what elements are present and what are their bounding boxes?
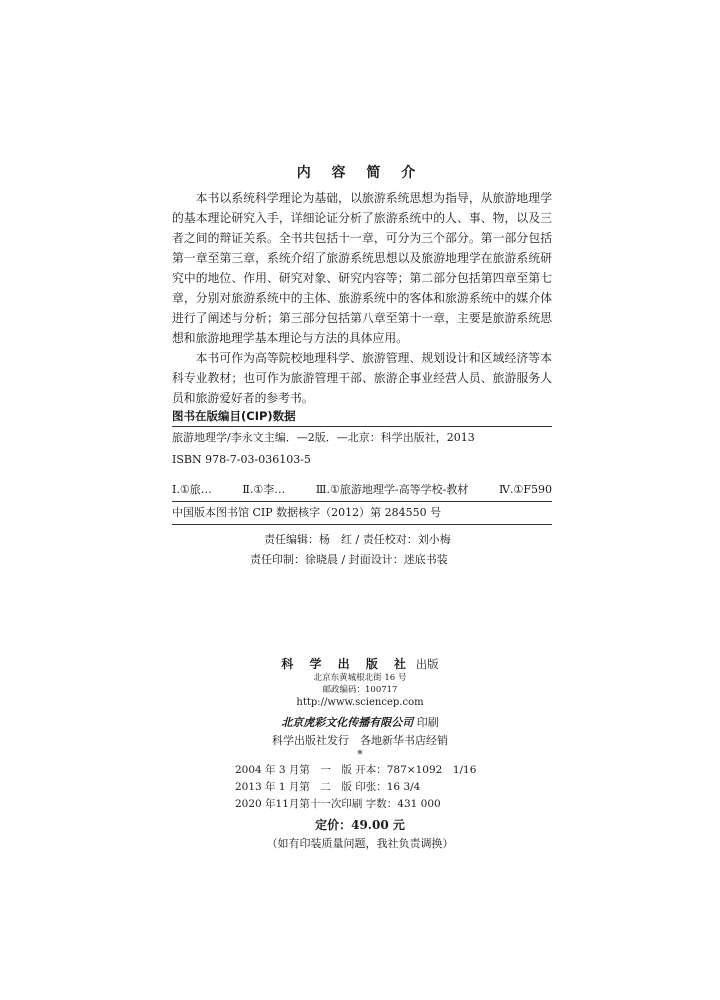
- edition-line: 2013 年 1 月第 二 版 印张：16 3/4: [235, 781, 421, 793]
- quality-note: （如有印装质量问题，我社负责调换）: [266, 837, 454, 850]
- summary-title: 内 容 简 介: [296, 165, 424, 181]
- summary-text: [172, 188, 552, 408]
- colophon: [0, 656, 720, 853]
- distribution-line: 科学出版社发行 各地新华书店经销: [272, 734, 448, 747]
- editors-credits: [172, 530, 552, 570]
- separator-star: *: [357, 748, 363, 761]
- cip-class-item: Ⅲ.①旅游地理学-高等学校-教材: [315, 483, 469, 496]
- edition-line: 2020 年11月第十一次印刷 字数：431 000: [235, 798, 441, 810]
- cip-classification: [172, 479, 552, 501]
- price: 定价：49.00 元: [315, 818, 405, 832]
- summary-paragraph: 本书以系统科学理论为基础，以旅游系统思想为指导，从旅游地理学的基本理论研究入手，详细论证分析了旅游系统中的人、事、物，以及三者之间的辩证关系。全书共包括十一章，可分为三个部分。第一部分包括第一章至第三章，系统介绍了旅游系统思想以及旅游地理学在旅游系统研究中的地位、作用、研究对象、研究内容等；第二部分包括第四章至第七章，分别对旅游系统中的主体、旅游系统中的客体和旅游系统中的媒介体进行了阐述与分析；第三部分包括第八章至第十一章，主要是旅游系统思想和旅游地理学基本理论与方法的具体应用。: [172, 191, 552, 345]
- printer-suffix: 印刷: [416, 716, 439, 729]
- publisher-address: 北京东黄城根北街 16 号: [313, 673, 407, 683]
- edition-line: 2004 年 3 月第 一 版 开本：787×1092 1/16: [235, 764, 477, 776]
- cip-data-box: [172, 426, 552, 525]
- printer-line: [0, 714, 720, 732]
- cip-heading: 图书在版编目(CIP)数据: [172, 409, 296, 423]
- cip-class-item: Ⅳ.①F590: [499, 483, 552, 496]
- printer-name: 北京虎彩文化传播有限公司: [281, 716, 414, 729]
- cip-class-item: Ⅱ.①李…: [242, 483, 286, 496]
- cip-verification: 中国版本图书馆 CIP 数据核字（2012）第 284550 号: [172, 501, 552, 524]
- cip-title-line: 旅游地理学/李永文主编．—2版．—北京：科学出版社，2013: [172, 431, 475, 444]
- publisher-line: [0, 656, 720, 672]
- cip-isbn: ISBN 978-7-03-036103-5: [172, 453, 311, 466]
- cip-class-item: Ⅰ.①旅…: [172, 483, 212, 496]
- publisher-url: http://www.sciencep.com: [296, 697, 424, 708]
- edition-info: [235, 762, 485, 813]
- publisher-postcode: 邮政编码：100717: [322, 685, 398, 695]
- editors-line-2: 责任印制：徐晓晨 / 封面设计：迷底书装: [250, 553, 448, 566]
- publisher-suffix: 出版: [415, 657, 439, 671]
- summary-paragraph: 本书可作为高等院校地理科学、旅游管理、规划设计和区域经济等本科专业教材；也可作为旅游管理干部、旅游企事业经营人员、旅游服务人员和旅游爱好者的参考书。: [172, 351, 552, 405]
- publisher-name: 科 学 出 版 社: [281, 657, 413, 671]
- editors-line-1: 责任编辑：杨 红 / 责任校对：刘小梅: [264, 533, 451, 546]
